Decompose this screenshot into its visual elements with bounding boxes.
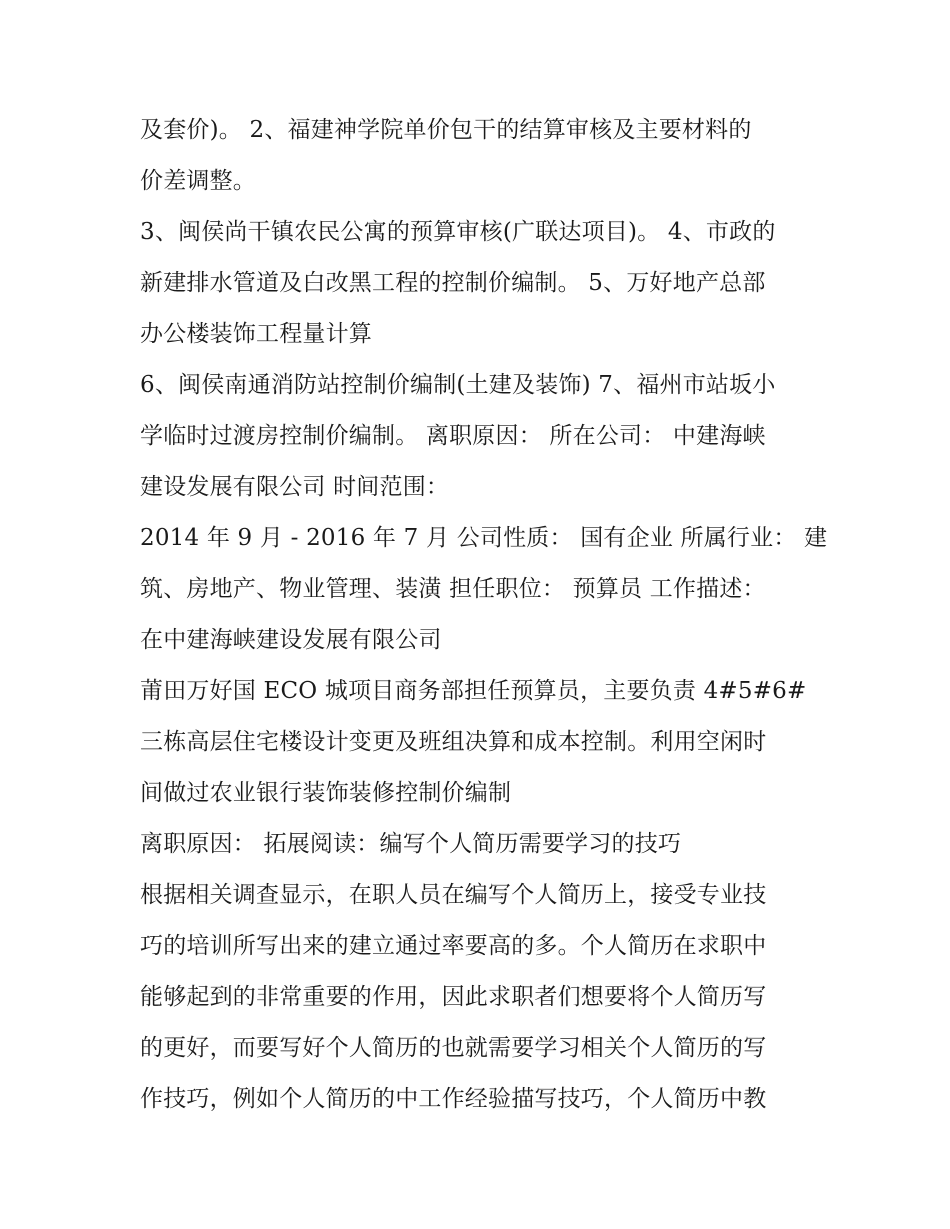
text-line: 的更好，而要写好个人简历的也就需要学习相关个人简历的写 [140,1035,767,1061]
text-line: 根据相关调查显示，在职人员在编写个人简历上，接受专业技 [140,882,767,908]
text-line: 间做过农业银行装饰装修控制价编制 [140,780,512,806]
document-body [140,105,828,1125]
paragraph [140,360,820,513]
text-line: 学临时过渡房控制价编制。 离职原因： 所在公司： 中建海峡 [140,423,766,449]
text-line: 莆田万好国 ECO 城项目商务部担任预算员，主要负责 4#5#6# [140,678,807,704]
text-line: 办公楼装饰工程量计算 [140,321,372,347]
text-line: 建设发展有限公司 时间范围： [140,474,450,500]
text-line: 价差调整。 [140,168,256,194]
text-line: 3、闽侯尚干镇农民公寓的预算审核(广联达项目)。 4、市政的 [140,219,776,245]
paragraph [140,819,820,870]
paragraph [140,105,820,207]
text-line: 巧的培训所写出来的建立通过率要高的多。个人简历在求职中 [140,933,767,959]
text-line: 离职原因： 拓展阅读：编写个人简历需要学习的技巧 [140,831,682,857]
text-line: 及套价)。 2、福建神学院单价包干的结算审核及主要材料的 [140,117,752,143]
text-line: 三栋高层住宅楼设计变更及班组决算和成本控制。利用空闲时 [140,729,767,755]
text-line: 6、闽侯南通消防站控制价编制(土建及装饰) 7、福州市站坂小 [140,372,776,398]
text-line: 能够起到的非常重要的作用，因此求职者们想要将个人简历写 [140,984,767,1010]
paragraph [140,207,820,360]
paragraph [140,666,820,819]
text-line: 新建排水管道及白改黑工程的控制价编制。 5、万好地产总部 [140,270,766,296]
text-line: 筑、房地产、物业管理、装潢 担任职位： 预算员 工作描述： [140,576,766,602]
paragraph [140,870,820,1125]
text-line: 作技巧，例如个人简历的中工作经验描写技巧，个人简历中教 [140,1086,767,1112]
text-line: 在中建海峡建设发展有限公司 [140,627,442,653]
text-line: 2014 年 9 月 - 2016 年 7 月 公司性质： 国有企业 所属行业： 建 [140,525,828,551]
paragraph [140,513,828,666]
